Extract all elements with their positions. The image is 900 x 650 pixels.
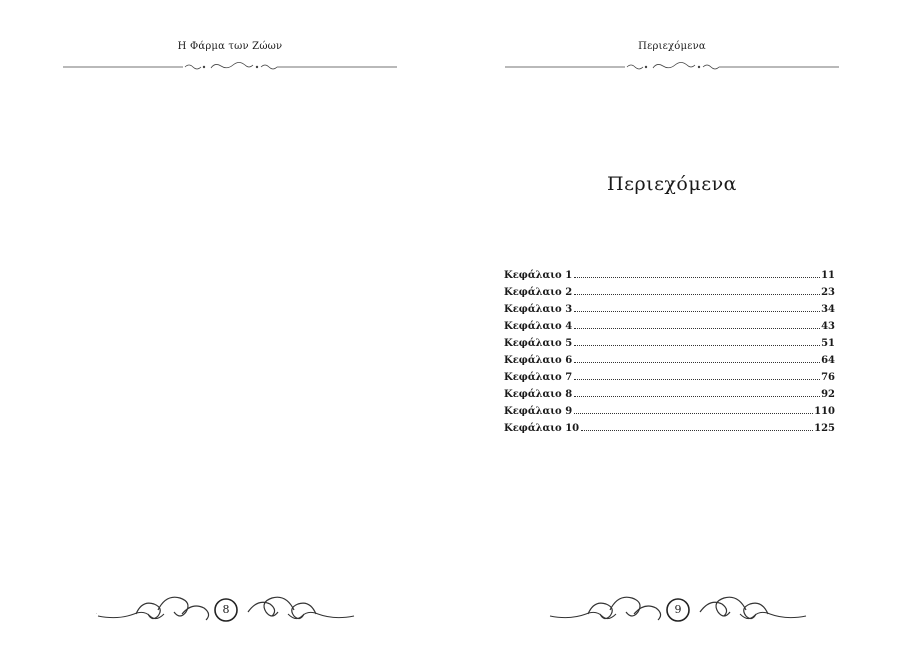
right-page [450, 0, 900, 650]
toc-entry-page-number: 125 [814, 423, 835, 434]
toc-entry[interactable] [504, 270, 835, 287]
toc-entry-page-number: 110 [814, 406, 835, 417]
toc-title: Περιεχόμενα [607, 173, 737, 195]
dot-leader [574, 328, 820, 329]
toc-entry-label: Κεφάλαιο 8 [504, 389, 573, 400]
toc-entry-label: Κεφάλαιο 9 [504, 406, 573, 417]
toc-entry-page-number: 51 [821, 338, 835, 349]
toc-entry-page-number: 92 [821, 389, 835, 400]
toc-entry[interactable] [504, 321, 835, 338]
toc-entry[interactable] [504, 372, 835, 389]
page-number-left: 8 [222, 603, 230, 616]
toc-entry-page-number: 23 [821, 287, 835, 298]
toc-entry-label: Κεφάλαιο 4 [504, 321, 573, 332]
swirl-divider-icon [505, 60, 839, 74]
toc-list [504, 270, 835, 440]
toc-entry-label: Κεφάλαιο 1 [504, 270, 573, 281]
toc-entry[interactable] [504, 338, 835, 355]
toc-entry-label: Κεφάλαιο 3 [504, 304, 573, 315]
dot-leader [574, 396, 820, 397]
toc-entry-page-number: 34 [821, 304, 835, 315]
toc-entry-label: Κεφάλαιο 10 [504, 423, 580, 434]
toc-entry-page-number: 43 [821, 321, 835, 332]
toc-entry-page-number: 76 [821, 372, 835, 383]
toc-entry[interactable] [504, 423, 835, 440]
toc-entry[interactable] [504, 406, 835, 423]
toc-entry[interactable] [504, 304, 835, 321]
running-header-left: Η Φάρμα των Ζώων [177, 41, 283, 52]
dot-leader [574, 362, 820, 363]
dot-leader [574, 379, 820, 380]
toc-entry-label: Κεφάλαιο 2 [504, 287, 573, 298]
toc-entry[interactable] [504, 389, 835, 406]
toc-entry-label: Κεφάλαιο 5 [504, 338, 573, 349]
running-header-right: Περιεχόμενα [638, 41, 706, 52]
toc-entry[interactable] [504, 287, 835, 304]
dot-leader [581, 430, 813, 431]
toc-entry[interactable] [504, 355, 835, 372]
toc-entry-label: Κεφάλαιο 7 [504, 372, 573, 383]
dot-leader [574, 311, 820, 312]
toc-entry-page-number: 11 [821, 270, 835, 281]
toc-entry-label: Κεφάλαιο 6 [504, 355, 573, 366]
dot-leader [574, 294, 820, 295]
swirl-divider-icon [63, 60, 397, 74]
dot-leader [574, 345, 820, 346]
dot-leader [574, 277, 820, 278]
dot-leader [574, 413, 813, 414]
toc-entry-page-number: 64 [821, 355, 835, 366]
page-number-right: 9 [674, 603, 682, 616]
